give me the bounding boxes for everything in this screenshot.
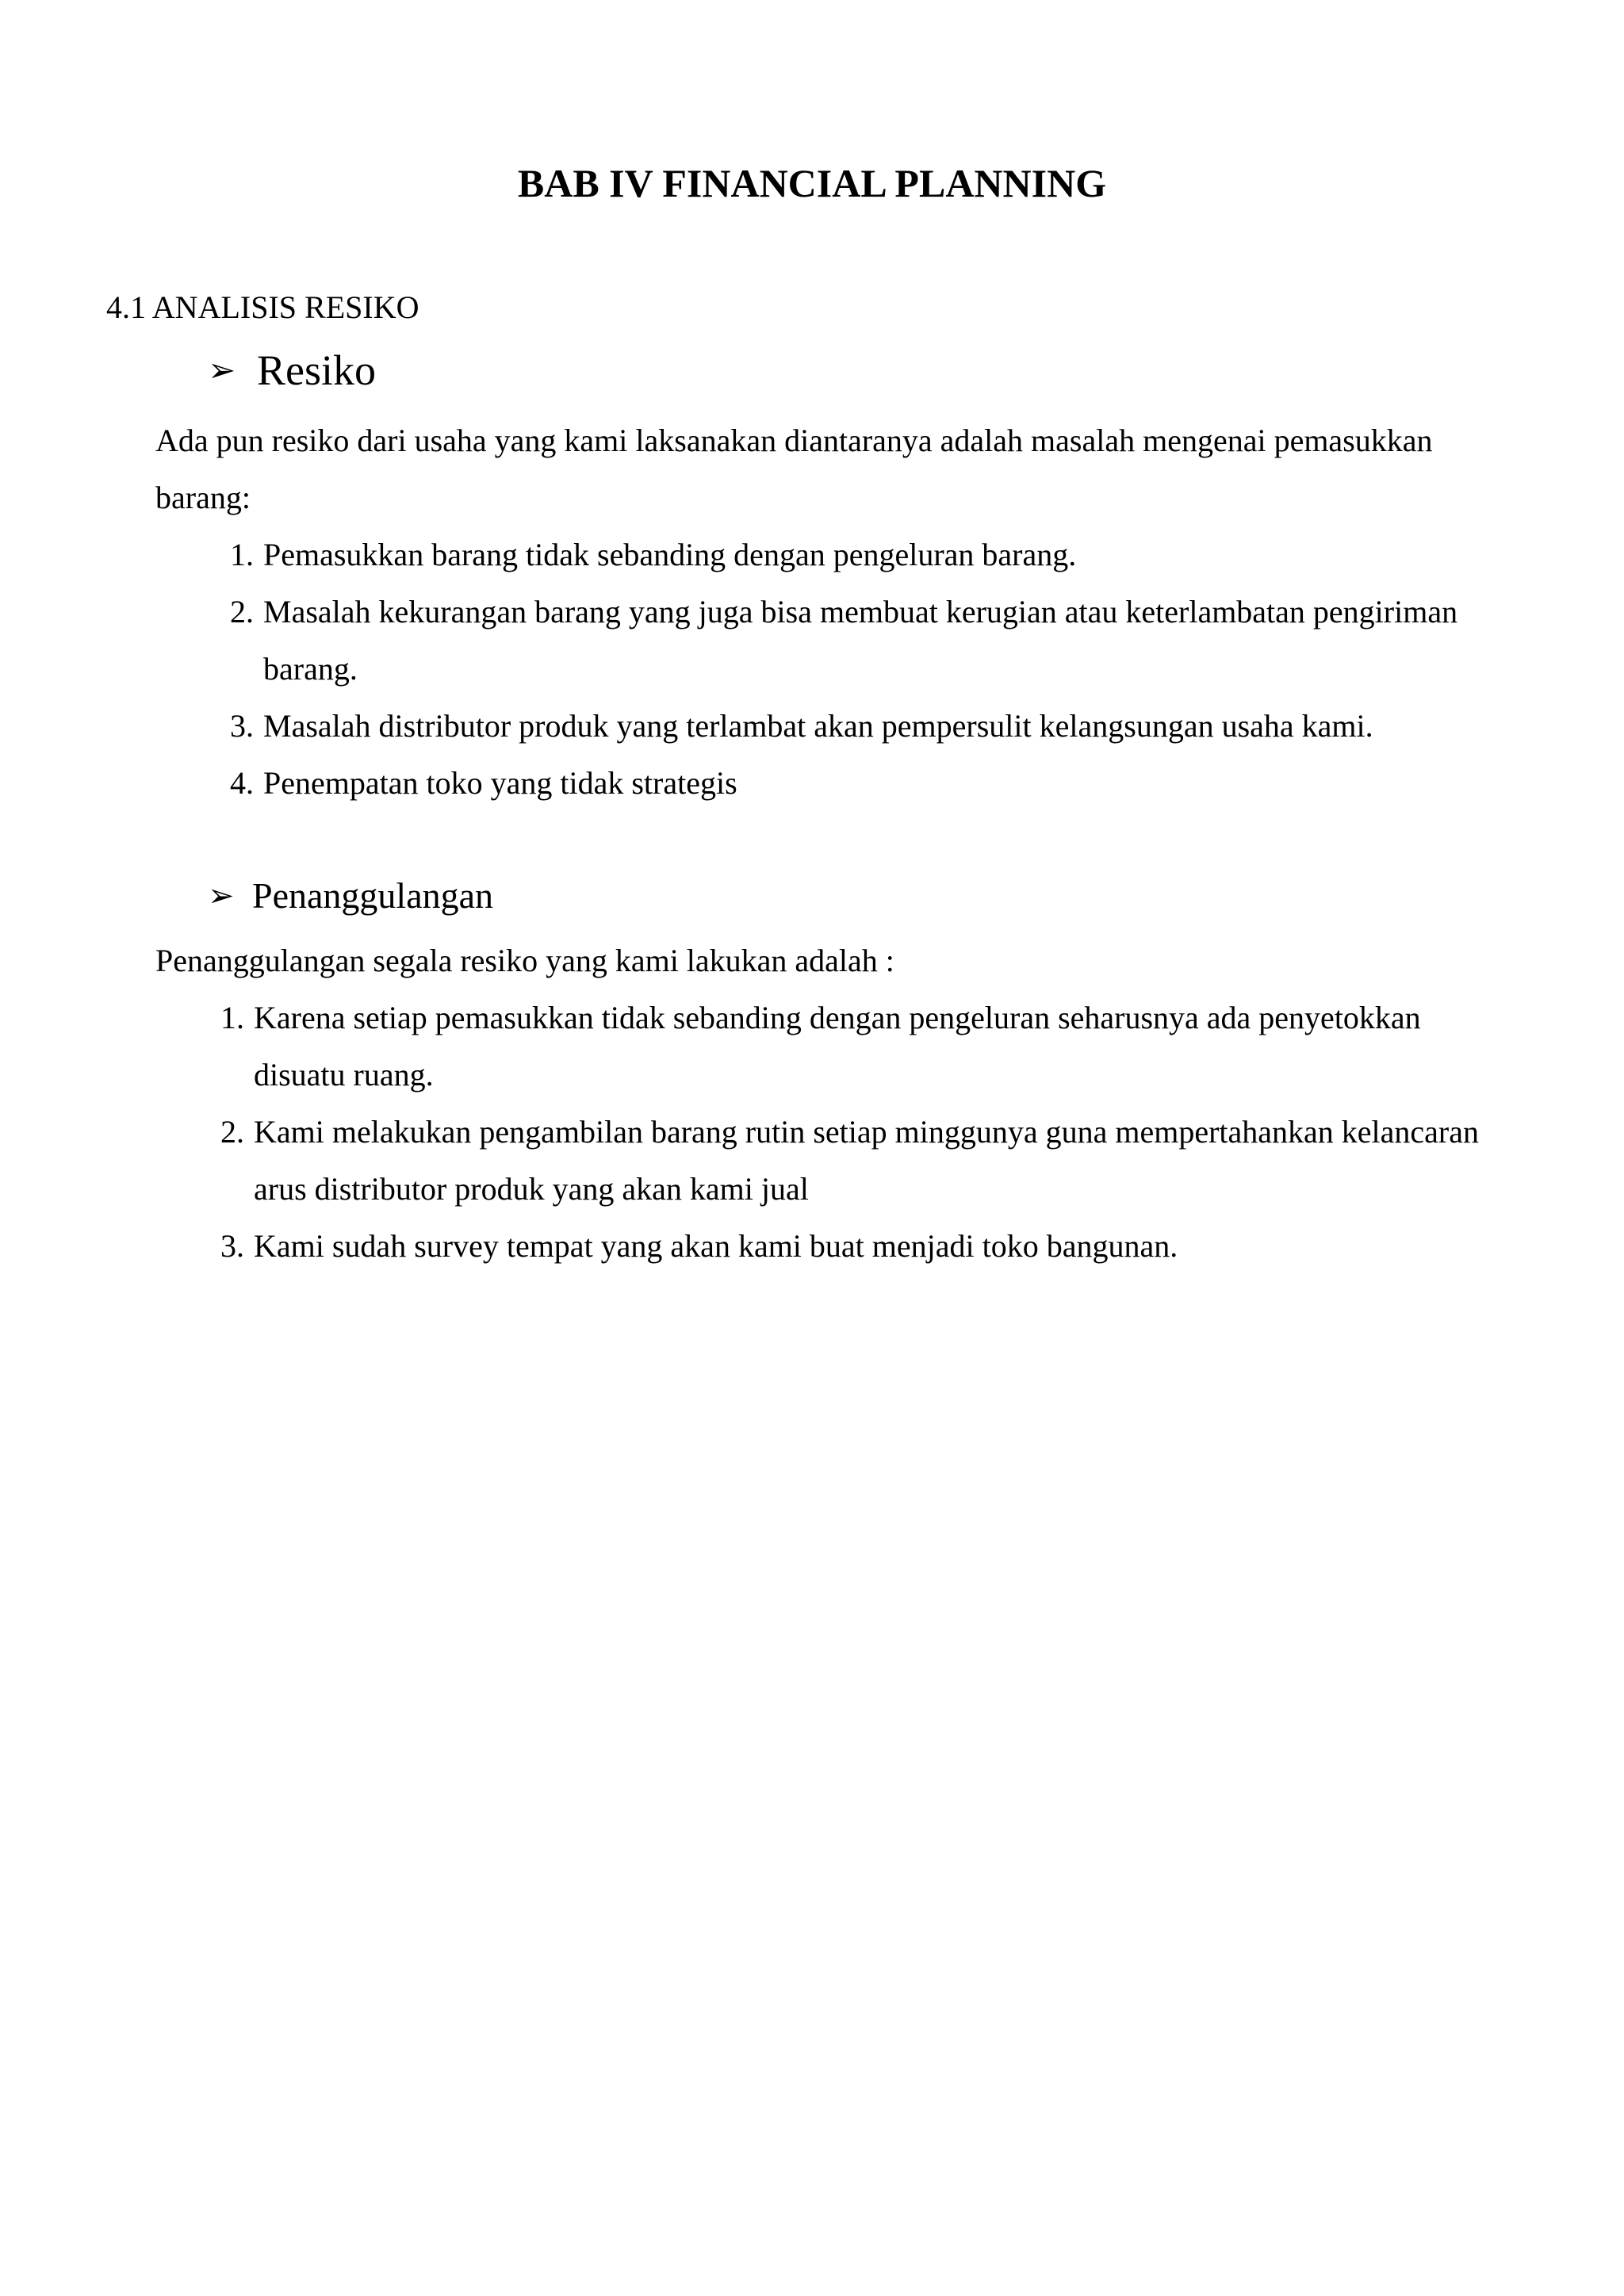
- list-item-text: Penempatan toko yang tidak strategis: [263, 765, 737, 801]
- list-number: 3.: [230, 708, 254, 744]
- arrow-bullet-icon: ➢: [208, 350, 236, 389]
- list-number: 1.: [230, 537, 254, 572]
- list-number: 3.: [220, 1228, 244, 1264]
- list-item: [230, 755, 1500, 812]
- subheading-resiko-label: Resiko: [257, 346, 377, 394]
- list-item-text: Pemasukkan barang tidak sebanding dengan pengeluran barang.: [263, 537, 1077, 572]
- list-item-text: Kami sudah survey tempat yang akan kami buat menjadi toko bangunan.: [254, 1228, 1178, 1264]
- list-item: [230, 698, 1500, 755]
- list-number: 4.: [230, 765, 254, 801]
- subheading-penanggulangan-label: Penanggulangan: [252, 875, 494, 916]
- list-item-text: Masalah kekurangan barang yang juga bisa membuat kerugian atau keterlambatan pengiriman barang.: [263, 594, 1458, 687]
- chapter-title: BAB IV FINANCIAL PLANNING: [517, 161, 1107, 205]
- list-item: [230, 584, 1500, 698]
- subheading-resiko: [208, 342, 376, 398]
- list-number: 1.: [220, 1000, 244, 1035]
- arrow-bullet-icon: ➢: [208, 878, 235, 914]
- penanggulangan-intro: Penanggulangan segala resiko yang kami lakukan adalah :: [155, 943, 894, 978]
- list-item: [220, 1104, 1507, 1218]
- list-number: 2.: [230, 594, 254, 629]
- resiko-list: [230, 526, 1500, 812]
- list-item-text: Kami melakukan pengambilan barang rutin setiap minggunya guna mempertahankan kelancaran arus distributor produk yang akan kami jual: [254, 1114, 1479, 1207]
- resiko-intro: Ada pun resiko dari usaha yang kami laksanakan diantaranya adalah masalah mengenai pemasukkan barang:: [155, 423, 1433, 515]
- list-item: [220, 1218, 1507, 1275]
- list-item-text: Karena setiap pemasukkan tidak sebanding dengan pengeluran seharusnya ada penyetokkan disuatu ruang.: [254, 1000, 1421, 1093]
- subheading-penanggulangan: [208, 871, 493, 921]
- list-number: 2.: [220, 1114, 244, 1150]
- list-item: [230, 526, 1500, 584]
- list-item: [220, 989, 1507, 1104]
- list-item-text: Masalah distributor produk yang terlambat akan pempersulit kelangsungan usaha kami.: [263, 708, 1373, 744]
- section-heading: 4.1 ANALISIS RESIKO: [106, 289, 419, 325]
- penanggulangan-list: [220, 989, 1507, 1275]
